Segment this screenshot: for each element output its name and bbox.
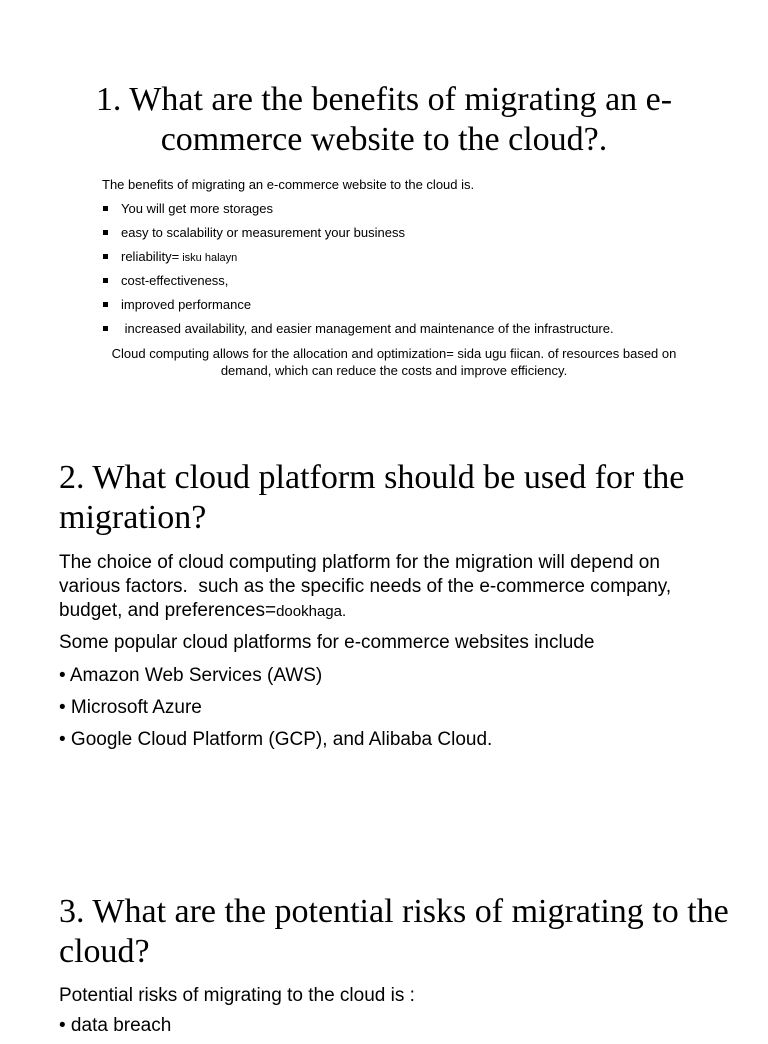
section3-intro: Potential risks of migrating to the cloud is : [59, 985, 415, 1006]
bullet-text: easy to scalability or measurement your business [121, 225, 405, 240]
list-item: • data breach [59, 1015, 172, 1036]
list-item [102, 199, 614, 223]
square-bullet-icon [103, 230, 108, 235]
section2-platforms-intro: Some popular cloud platforms for e-commerce websites include [59, 632, 595, 653]
section2-paragraph-note: dookhaga. [276, 603, 347, 620]
bullet-text: increased availability, and easier management and maintenance of the infrastructure. [121, 321, 614, 336]
section2-paragraph-text: The choice of cloud computing platform for the migration will depend on various factors. such as the specific needs of the e-commerce company, budget, and preferences= [59, 552, 677, 621]
section1-title: 1. What are the benefits of migrating an e-commerce website to the cloud?. [95, 81, 673, 158]
section3-risk-list [59, 1014, 171, 1044]
section2-title: 2. What cloud platform should be used for the migration? [59, 459, 685, 536]
list-item: • Microsoft Azure [59, 697, 202, 718]
section2-platform-list [59, 663, 492, 759]
square-bullet-icon [103, 206, 108, 211]
bullet-text: You will get more storages [121, 201, 273, 216]
list-item [102, 319, 614, 343]
list-item: • Google Cloud Platform (GCP), and Alibaba Cloud. [59, 729, 493, 750]
list-item [102, 295, 614, 319]
section1-intro: The benefits of migrating an e-commerce website to the cloud is. [102, 177, 475, 192]
bullet-text: reliability= [121, 249, 180, 264]
section2-paragraph [59, 551, 719, 624]
bullet-text: improved performance [121, 297, 252, 312]
list-item: • Amazon Web Services (AWS) [59, 665, 323, 686]
list-item [102, 223, 614, 247]
section1-closing: Cloud computing allows for the allocation and optimization= sida ugu fiican. of resources based on demand, which can reduce the costs and improve efficiency. [111, 346, 677, 378]
square-bullet-icon [103, 254, 108, 259]
square-bullet-icon [103, 302, 108, 307]
bullet-text: cost-effectiveness, [121, 273, 229, 288]
section3-title: 3. What are the potential risks of migrating to the cloud? [59, 893, 729, 970]
list-item [102, 271, 614, 295]
square-bullet-icon [103, 326, 108, 331]
square-bullet-icon [103, 278, 108, 283]
bullet-note: isku halayn [179, 252, 238, 264]
section1-bullet-list [102, 199, 614, 343]
list-item [102, 247, 614, 271]
